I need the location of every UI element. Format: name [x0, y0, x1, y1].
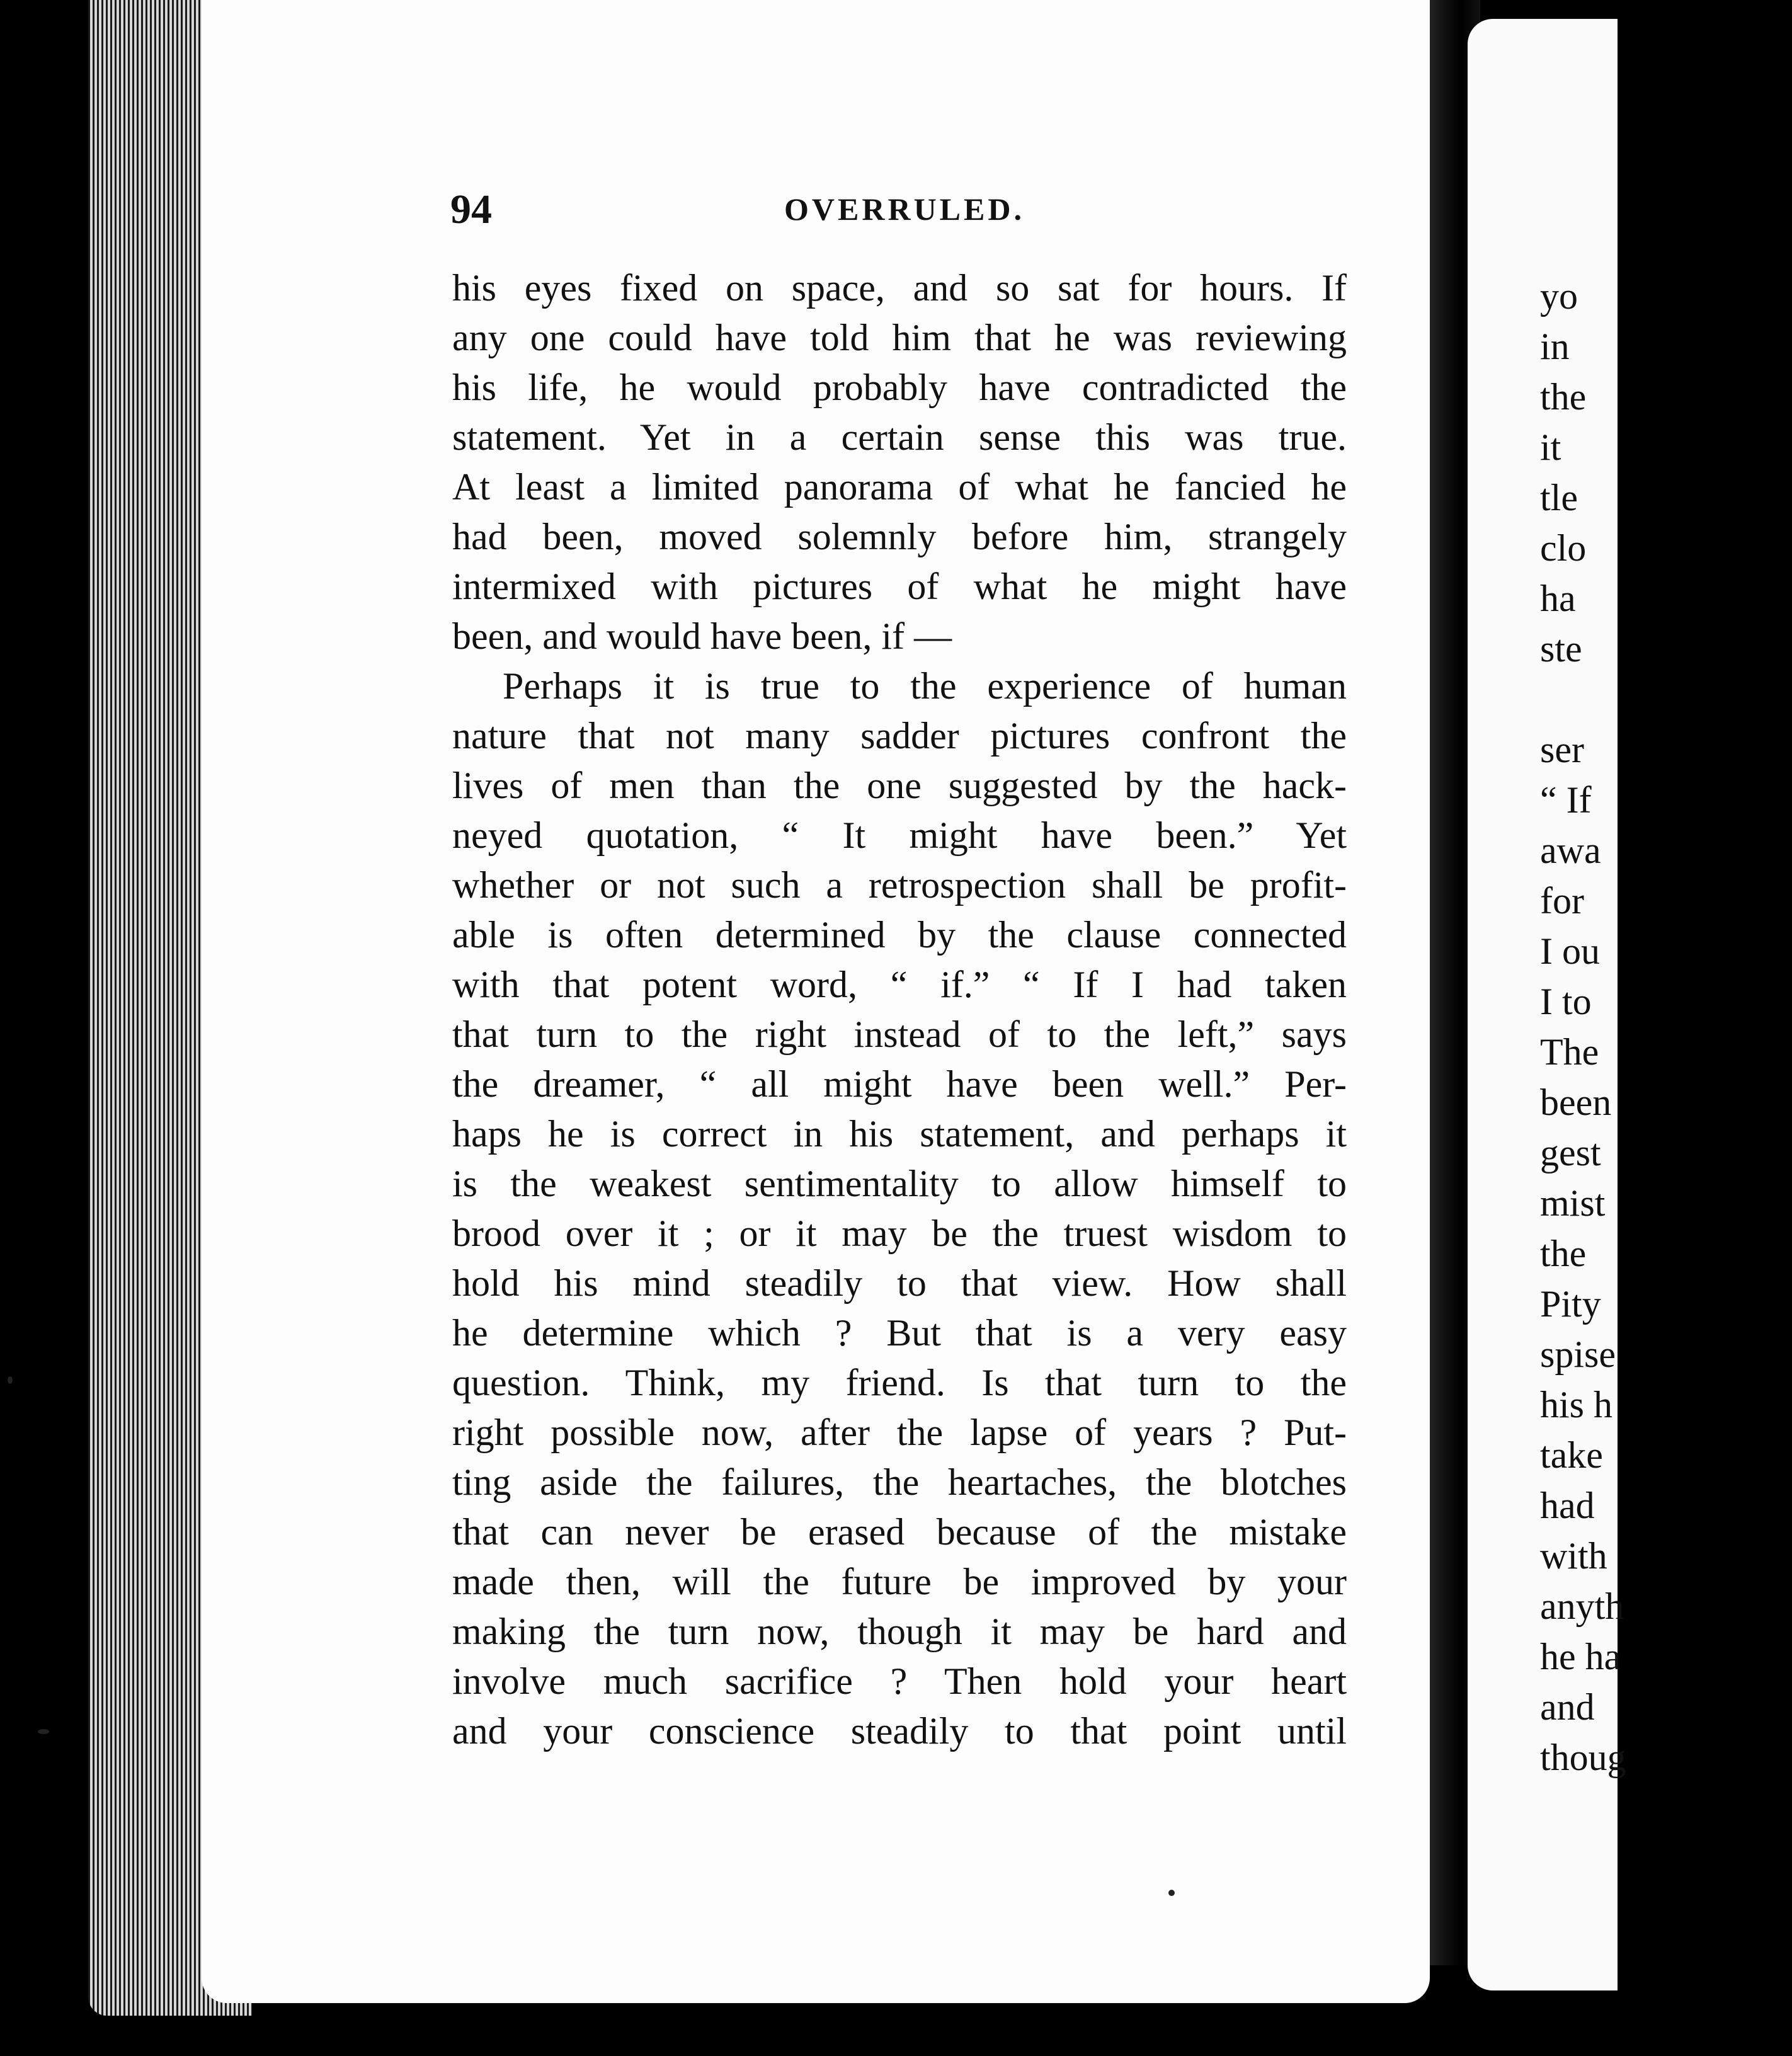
- text-line: haps he is correct in his statement, and perhaps it: [452, 1113, 1347, 1155]
- facing-text-fragment: it: [1540, 426, 1561, 468]
- text-line: the dreamer, “ all might have been well.” Per-: [452, 1063, 1347, 1105]
- facing-text-fragment: Pity: [1540, 1283, 1601, 1325]
- facing-text-fragment: the: [1540, 1233, 1587, 1274]
- facing-text-fragment: the: [1540, 376, 1587, 418]
- facing-text-fragment: ha: [1540, 578, 1576, 619]
- text-line: Perhaps it is true to the experience of human: [503, 665, 1347, 707]
- facing-text-fragment: thoug: [1540, 1737, 1626, 1778]
- text-line: he determine which ? But that is a very easy: [452, 1312, 1347, 1354]
- text-line: that can never be erased because of the mistake: [452, 1511, 1347, 1553]
- facing-text-fragment: ser: [1540, 729, 1584, 770]
- text-line: his life, he would probably have contradicted the: [452, 367, 1347, 408]
- facing-text-fragment: anyth: [1540, 1585, 1624, 1627]
- text-line: with that potent word, “ if.” “ If I had taken: [452, 964, 1347, 1005]
- facing-text-fragment: “ If: [1540, 779, 1592, 821]
- facing-page: [1468, 19, 1626, 1990]
- facing-text-fragment: take: [1540, 1434, 1603, 1476]
- facing-text-fragment: mist: [1540, 1182, 1606, 1224]
- text-line: nature that not many sadder pictures confront the: [452, 715, 1347, 757]
- facing-text-fragment: been: [1540, 1082, 1612, 1123]
- facing-text-fragment: gest: [1540, 1132, 1601, 1174]
- facing-text-fragment: I to: [1540, 981, 1592, 1022]
- text-line: and your conscience steadily to that point until: [452, 1710, 1347, 1752]
- facing-text-fragment: clo: [1540, 527, 1587, 569]
- facing-text-fragment: tle: [1540, 477, 1578, 518]
- paragraph: [452, 263, 1347, 661]
- text-line: making the turn now, though it may be hard and: [452, 1611, 1347, 1652]
- facing-text-fragment: I ou: [1540, 930, 1600, 972]
- text-line: lives of men than the one suggested by the hack-: [452, 765, 1347, 806]
- text-line: made then, will the future be improved by your: [452, 1561, 1347, 1602]
- text-line: any one could have told him that he was reviewing: [452, 317, 1347, 358]
- text-line: ting aside the failures, the heartaches, the blotches: [452, 1461, 1347, 1503]
- facing-text-fragment: yo: [1540, 275, 1578, 317]
- facing-text-fragment: he ha: [1540, 1636, 1621, 1677]
- body-text: [452, 263, 1347, 1756]
- facing-text-fragment: had: [1540, 1485, 1595, 1526]
- facing-text-fragment: his h: [1540, 1384, 1613, 1425]
- text-line: neyed quotation, “ It might have been.” Yet: [452, 814, 1347, 856]
- running-head: [450, 186, 1269, 243]
- text-line: had been, moved solemnly before him, strangely: [452, 516, 1347, 557]
- text-line: statement. Yet in a certain sense this was true.: [452, 416, 1347, 458]
- text-line: been, and would have been, if —: [452, 615, 952, 657]
- text-line: At least a limited panorama of what he fancied he: [452, 466, 1347, 508]
- ink-speck: [8, 1376, 13, 1384]
- facing-page-text: [1540, 271, 1792, 1783]
- facing-text-fragment: for: [1540, 880, 1584, 922]
- text-line: involve much sacrifice ? Then hold your heart: [452, 1660, 1347, 1702]
- facing-text-fragment: awa: [1540, 830, 1601, 871]
- text-line: is the weakest sentimentality to allow himself to: [452, 1163, 1347, 1204]
- text-line: able is often determined by the clause connected: [452, 914, 1347, 956]
- facing-text-fragment: [1540, 674, 1792, 724]
- facing-text-fragment: and: [1540, 1686, 1595, 1728]
- text-line: brood over it ; or it may be the truest wisdom to: [452, 1213, 1347, 1254]
- facing-text-fragment: The: [1540, 1031, 1599, 1073]
- text-line: that turn to the right instead of to the left,” says: [452, 1014, 1347, 1055]
- text-line: intermixed with pictures of what he might have: [452, 566, 1347, 607]
- facing-text-fragment: spise: [1540, 1334, 1616, 1375]
- paragraph: [452, 661, 1347, 1756]
- text-line: right possible now, after the lapse of years ? Put-: [452, 1412, 1347, 1453]
- ink-speck: [1168, 1890, 1175, 1896]
- facing-text-fragment: ste: [1540, 628, 1582, 670]
- text-line: his eyes fixed on space, and so sat for hours. If: [452, 267, 1347, 309]
- text-line: hold his mind steadily to that view. How shall: [452, 1262, 1347, 1304]
- ink-speck: [38, 1729, 49, 1734]
- facing-text-fragment: in: [1540, 326, 1570, 367]
- running-title: OVERRULED.: [784, 191, 1025, 227]
- text-line: question. Think, my friend. Is that turn to the: [452, 1362, 1347, 1403]
- text-line: whether or not such a retrospection shall be profit-: [452, 864, 1347, 906]
- page-number: 94: [450, 186, 492, 232]
- facing-text-fragment: with: [1540, 1535, 1607, 1577]
